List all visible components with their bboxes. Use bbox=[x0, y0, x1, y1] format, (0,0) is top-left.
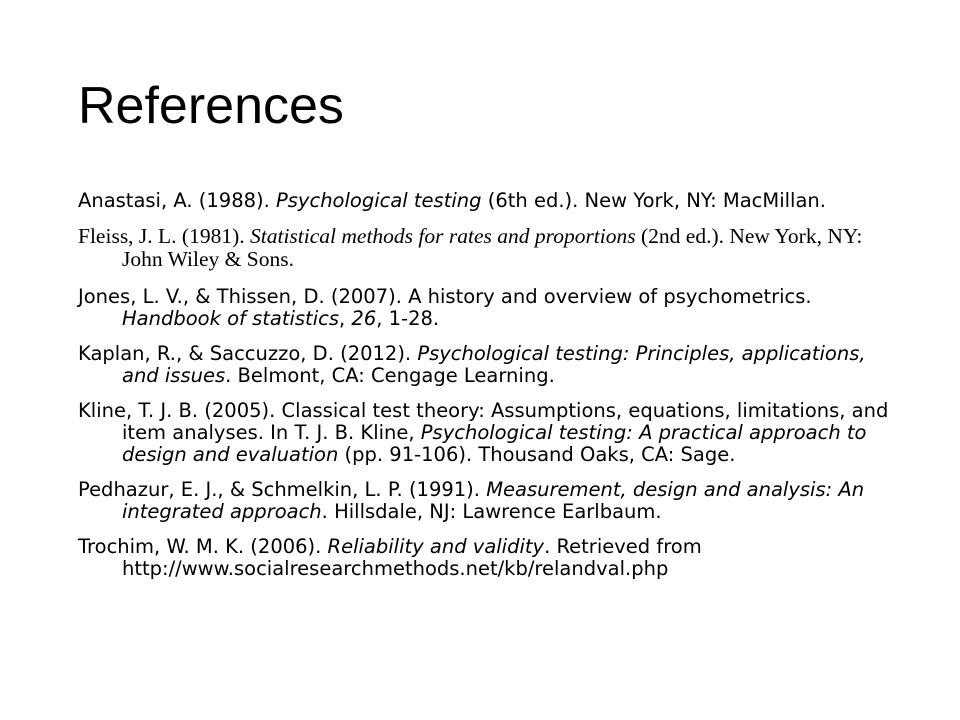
reference-text: Jones, L. V., & Thissen, D. (2007). A history and overview of psychometrics. bbox=[78, 285, 812, 308]
reference-text: . Retrieved from http://www.socialresearchmethods.net/kb/relandval.php bbox=[122, 535, 702, 580]
reference-italic-text: Psychological testing bbox=[276, 189, 482, 212]
reference-italic-text: Measurement, design and analysis: An integrated approach bbox=[122, 478, 865, 523]
reference-item bbox=[78, 479, 908, 523]
reference-italic-text: Handbook of statistics bbox=[122, 307, 339, 330]
reference-text: (pp. 91-106). Thousand Oaks, CA: Sage. bbox=[338, 443, 736, 466]
reference-item bbox=[78, 225, 908, 271]
reference-text: . Hillsdale, NJ: Lawrence Earlbaum. bbox=[321, 500, 662, 523]
reference-item bbox=[78, 536, 908, 580]
reference-text: , bbox=[339, 307, 352, 330]
reference-text: Kaplan, R., & Saccuzzo, D. (2012). bbox=[78, 342, 418, 365]
reference-text: Kline, T. J. B. (2005). Classical test theory: Assumptions, equations, limitations, and item analyses. In T. J. B. Kline, bbox=[78, 399, 889, 444]
reference-text: , 1-28. bbox=[376, 307, 440, 330]
reference-item bbox=[78, 400, 908, 466]
reference-italic-text: Psychological testing: A practical approach to design and evaluation bbox=[122, 421, 867, 466]
reference-item bbox=[78, 286, 908, 330]
reference-item bbox=[78, 190, 908, 212]
reference-italic-text: Statistical methods for rates and proportions bbox=[250, 224, 636, 248]
reference-italic-text: Reliability and validity bbox=[327, 535, 545, 558]
reference-italic-text: Psychological testing: Principles, applications, and issues bbox=[122, 342, 866, 387]
reference-item bbox=[78, 343, 908, 387]
reference-list bbox=[78, 190, 908, 593]
reference-text: Trochim, W. M. K. (2006). bbox=[78, 535, 328, 558]
reference-italic-text: 26 bbox=[351, 307, 377, 330]
reference-text: . Belmont, CA: Cengage Learning. bbox=[225, 364, 555, 387]
slide-title: References bbox=[78, 77, 344, 135]
reference-text: Fleiss, J. L. (1981). bbox=[78, 224, 250, 248]
reference-text: (6th ed.). New York, NY: MacMillan. bbox=[481, 189, 826, 212]
reference-text: Pedhazur, E. J., & Schmelkin, L. P. (1991). bbox=[78, 478, 487, 501]
reference-text: Anastasi, A. (1988). bbox=[78, 189, 277, 212]
reference-text: (2nd ed.). New York, NY: John Wiley & Sons. bbox=[122, 224, 863, 271]
